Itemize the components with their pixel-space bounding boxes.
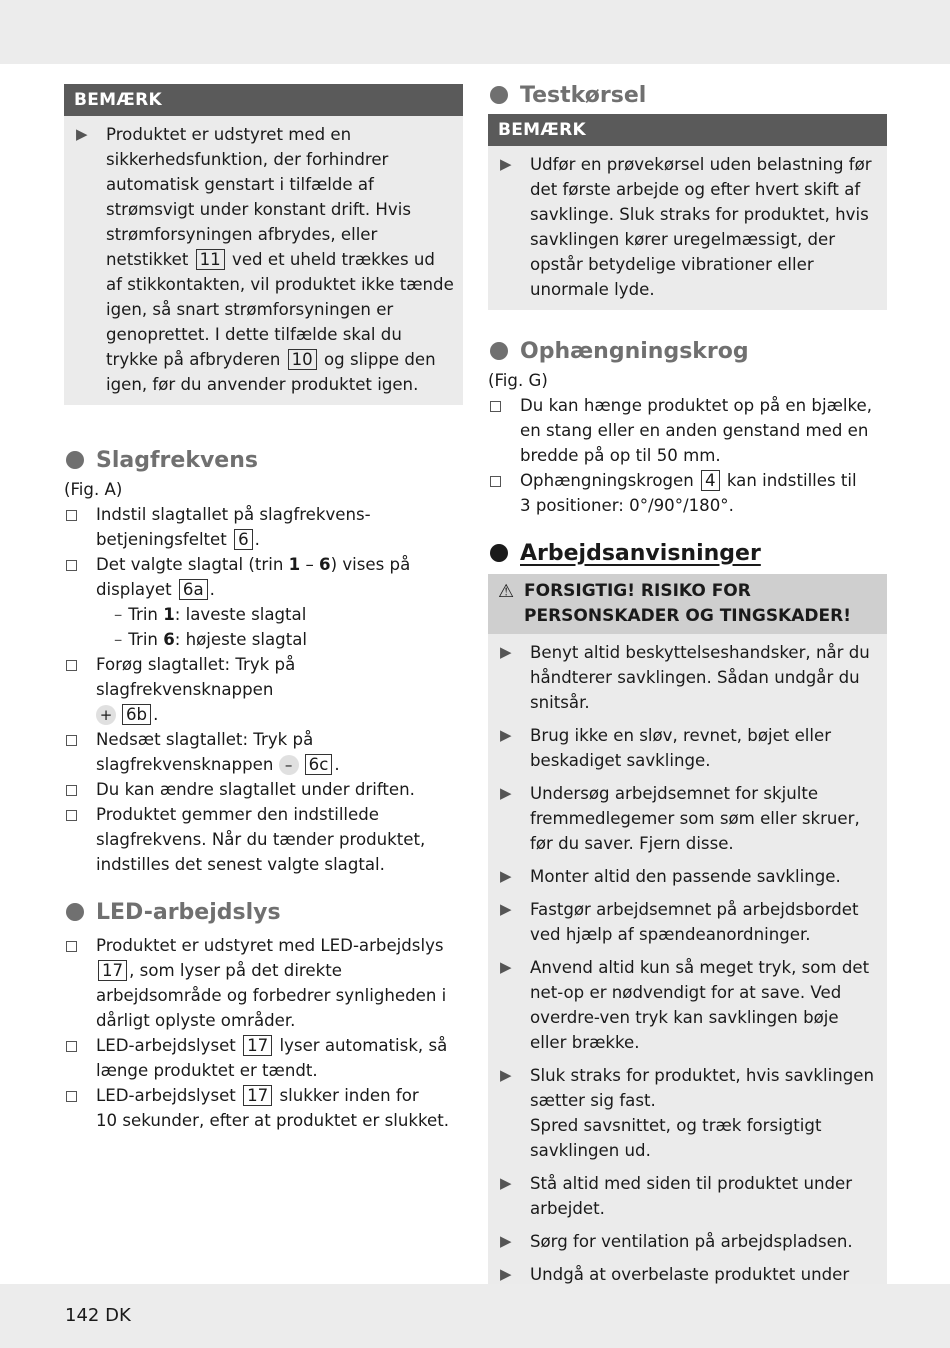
list-item: Forøg slagtallet: Tryk på slagfrekvensknappen + 6b . — [64, 652, 463, 727]
part-ref: 17 — [243, 1085, 272, 1106]
section-work — [488, 536, 887, 1320]
note-item: ▶ Udfør en prøvekørsel uden belastning før det første arbejde og efter hvert skift af savklinge. Sluk straks for produktet, hvis savklingen kører uregelmæssigt, der opstår betydelige vibrationer eller unormale lyde. — [488, 152, 879, 302]
triangle-bullet-icon: ▶ — [500, 784, 512, 802]
list-item: ▶ Sluk straks for produktet, hvis savklingen sætter sig fast. Spred savsnittet, og træk forsigtigt savklingen ud. — [488, 1063, 879, 1163]
triangle-bullet-icon: ▶ — [500, 1265, 512, 1283]
note-header: BEMÆRK — [488, 114, 887, 146]
part-ref: 4 — [701, 470, 720, 491]
checkbox-square-icon — [66, 810, 77, 821]
part-ref: 10 — [288, 349, 317, 370]
section-title: Testkørsel — [488, 78, 887, 112]
triangle-bullet-icon: ▶ — [76, 125, 88, 143]
section-title: Slagfrekvens — [64, 443, 463, 477]
list-item: Nedsæt slagtallet: Tryk på slagfrekvensknappen – 6c . — [64, 727, 463, 777]
checkbox-square-icon — [66, 510, 77, 521]
triangle-bullet-icon: ▶ — [500, 643, 512, 661]
checkbox-square-icon — [66, 785, 77, 796]
section-title: LED-arbejdslys — [64, 895, 463, 929]
fig-ref: (Fig. G) — [488, 371, 548, 390]
triangle-bullet-icon: ▶ — [500, 1174, 512, 1192]
list-item: Ophængningskrogen 4 kan indstilles til 3 positioner: 0°/90°/180°. — [488, 468, 887, 518]
list-item: ▶ Benyt altid beskyttelseshandsker, når du håndterer savklingen. Sådan undgår du snitsår. — [488, 640, 879, 715]
part-ref: 6c — [305, 754, 333, 775]
triangle-bullet-icon: ▶ — [500, 958, 512, 976]
part-ref: 11 — [196, 249, 225, 270]
list-item: ▶ Anvend altid kun så meget tryk, som det net-op er nødvendigt for at save. Ved overdre-ven tryk kan savklingen bøje eller brække. — [488, 955, 879, 1055]
list-item: ▶ Fastgør arbejdsemnet på arbejdsbordet ved hjælp af spændeanordninger. — [488, 897, 879, 947]
list-item: ▶ Undgå at overbelaste produktet under — [488, 1262, 879, 1312]
checkbox-square-icon — [66, 1091, 77, 1102]
section-title: Ophængningskrog — [488, 334, 887, 368]
warning-box — [488, 574, 887, 1320]
minus-icon: – — [279, 755, 299, 775]
note-box — [64, 84, 463, 405]
bullet-dot-icon — [66, 903, 84, 921]
note-header: BEMÆRK — [64, 84, 463, 116]
list-item: LED-arbejdslyset 17 slukker inden for 10 sekunder, efter at produktet er slukket. — [64, 1083, 463, 1133]
list-item: Du kan ændre slagtallet under driften. — [64, 777, 463, 802]
part-ref: 17 — [243, 1035, 272, 1056]
bullet-dot-icon — [490, 86, 508, 104]
section-led — [64, 895, 463, 1133]
triangle-bullet-icon: ▶ — [500, 867, 512, 885]
sub-item: – Trin 1: laveste slagtal — [114, 605, 307, 624]
bullet-dot-icon — [490, 342, 508, 360]
list-item: Indstil slagtallet på slagfrekvens- betjeningsfeltet 6 . — [64, 502, 463, 552]
sub-item: – Trin 6: højeste slagtal — [114, 630, 307, 649]
top-band — [0, 0, 950, 64]
triangle-bullet-icon: ▶ — [500, 726, 512, 744]
footer-band — [0, 1284, 950, 1348]
fig-ref: (Fig. A) — [64, 480, 123, 499]
bullet-dot-icon — [66, 451, 84, 469]
plus-icon: + — [96, 705, 116, 725]
list-item: Det valgte slagtal (trin 1 – 6) vises på displayet 6a . – Trin 1: laveste slagtal – Trin 6: højeste slagtal — [64, 552, 463, 652]
checkbox-square-icon — [490, 401, 501, 412]
right-column — [488, 78, 887, 1320]
warning-triangle-icon: ⚠ — [498, 581, 515, 602]
part-ref: 17 — [98, 960, 127, 981]
note-item: ▶ Produktet er udstyret med en sikkerhedsfunktion, der forhindrer automatisk genstart i tilfælde af strømsvigt under konstant drift. Hvis strømforsyningen afbrydes, eller netstikket 11 ved et uheld trækkes ud af stikkontakten, vil produktet ikke tænde igen, så snart strømforsyningen er genoprettet. I dette tilfælde skal du trykke på afbryderen 10 og slippe den igen, før du anvender produktet igen. — [64, 122, 455, 397]
section-hook — [488, 334, 887, 518]
checkbox-square-icon — [66, 735, 77, 746]
checkbox-square-icon — [66, 560, 77, 571]
triangle-bullet-icon: ▶ — [500, 1066, 512, 1084]
list-item: ▶ Stå altid med siden til produktet under arbejdet. — [488, 1171, 879, 1221]
part-ref: 6b — [122, 704, 151, 725]
warning-header: ⚠ FORSIGTIG! RISIKO FOR PERSONSKADER OG TINGSKADER! — [488, 574, 887, 634]
triangle-bullet-icon: ▶ — [500, 155, 512, 173]
left-column — [64, 84, 463, 1133]
list-item: Produktet gemmer den indstillede slagfrekvens. Når du tænder produktet, indstilles det senest valgte slagtal. — [64, 802, 463, 877]
section-title: Arbejdsanvisninger — [488, 536, 887, 570]
checkbox-square-icon — [66, 941, 77, 952]
list-item: Du kan hænge produktet op på en bjælke, en stang eller en anden genstand med en bredde på op til 50 mm. — [488, 393, 887, 468]
list-item: ▶ Monter altid den passende savklinge. — [488, 864, 879, 889]
list-item: LED-arbejdslyset 17 lyser automatisk, så længe produktet er tændt. — [64, 1033, 463, 1083]
list-item: ▶ Brug ikke en sløv, revnet, bøjet eller beskadiget savklinge. — [488, 723, 879, 773]
page-number: 142 DK — [65, 1305, 131, 1326]
checkbox-square-icon — [490, 476, 501, 487]
list-item: ▶ Undersøg arbejdsemnet for skjulte fremmedlegemer som søm eller skruer, før du saver. Fjern disse. — [488, 781, 879, 856]
section-slagfrekvens — [64, 443, 463, 877]
triangle-bullet-icon: ▶ — [500, 1232, 512, 1250]
triangle-bullet-icon: ▶ — [500, 900, 512, 918]
checkbox-square-icon — [66, 1041, 77, 1052]
part-ref: 6a — [179, 579, 208, 600]
bullet-dot-icon — [490, 544, 508, 562]
note-box — [488, 114, 887, 310]
checkbox-square-icon — [66, 660, 77, 671]
part-ref: 6 — [234, 529, 253, 550]
list-item: Produktet er udstyret med LED-arbejdslys 17 , som lyser på det direkte arbejdsområde og forbedrer synligheden i dårligt oplyste områder. — [64, 933, 463, 1033]
list-item: ▶ Sørg for ventilation på arbejdspladsen. — [488, 1229, 879, 1254]
